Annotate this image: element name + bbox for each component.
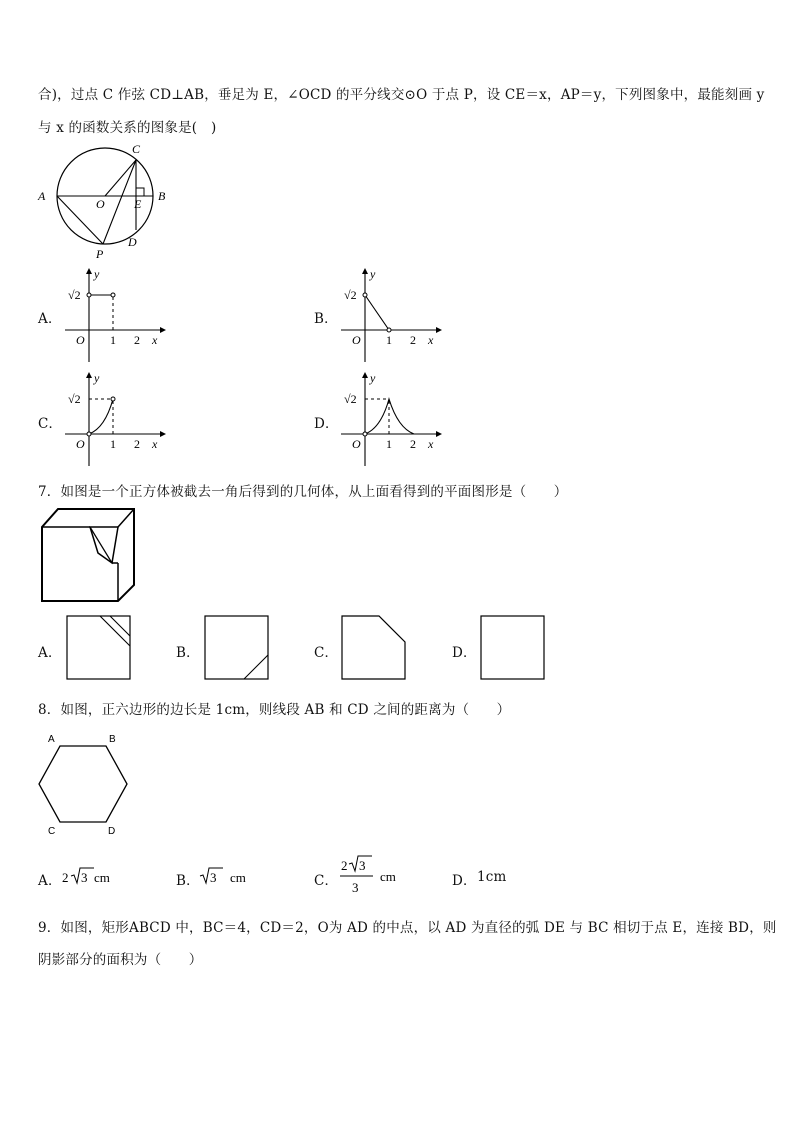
q6-text-line1: 合)，过点 C 作弦 CD⊥AB，垂足为 E，∠OCD 的平分线交⊙O 于点 P，设 CE＝x，AP＝y，下列图象中，最能刻画 y	[38, 87, 765, 103]
axis-y-label: y	[370, 267, 376, 281]
svg-text:2: 2	[341, 858, 348, 873]
q6-circle-figure	[30, 138, 180, 263]
q6-option-b-graph	[336, 264, 451, 364]
q7-option-d-label: D．	[452, 645, 477, 661]
svg-text:cm: cm	[380, 869, 396, 884]
q7-option-b-shape	[204, 615, 270, 681]
svg-text:3: 3	[210, 870, 217, 885]
q9-text-line2: 阴影部分的面积为（ ）	[38, 952, 203, 968]
label-a: A	[38, 189, 46, 203]
q6-option-d-label: D．	[314, 416, 339, 432]
q6-option-c-label: C．	[38, 416, 63, 432]
q7-option-b-label: B．	[176, 645, 200, 661]
tick-sqrt2: √2	[68, 288, 81, 302]
axis-x-label: x	[152, 333, 158, 347]
axis-x-label: x	[428, 437, 434, 451]
label-p: P	[96, 247, 104, 261]
right-angle-mark	[136, 188, 144, 196]
tick-1: 1	[386, 333, 392, 347]
tick-1: 1	[110, 437, 116, 451]
origin-label: O	[352, 437, 361, 451]
svg-text:cm: cm	[230, 870, 246, 885]
q6-option-b-label: B．	[314, 311, 338, 327]
svg-text:3: 3	[81, 870, 88, 885]
q7-option-d-shape	[480, 615, 546, 681]
svg-text:cm: cm	[94, 870, 110, 885]
q6-text-line2: 与 x 的函数关系的图象是( )	[38, 120, 217, 136]
tick-1: 1	[110, 333, 116, 347]
axis-y-label: y	[370, 371, 376, 385]
axis-x-label: x	[428, 333, 434, 347]
q7-option-c-label: C．	[314, 645, 339, 661]
q6-option-d-graph	[336, 368, 451, 468]
label-c: C	[132, 142, 141, 156]
tick-2: 2	[410, 333, 416, 347]
q8-text: 8．如图，正六边形的边长是 1cm，则线段 AB 和 CD 之间的距离为（ ）	[38, 702, 511, 718]
tick-1: 1	[386, 437, 392, 451]
origin-label: O	[352, 333, 361, 347]
segment-oc	[105, 160, 136, 196]
svg-text:3: 3	[359, 858, 366, 873]
q8-hexagon-figure	[36, 730, 136, 838]
q7-option-a-shape	[66, 615, 132, 681]
tick-sqrt2: √2	[344, 392, 357, 406]
q7-cube-figure	[38, 505, 140, 605]
axis-y-label: y	[94, 371, 100, 385]
q8-option-b-value	[198, 862, 258, 890]
q8-option-a-value	[60, 862, 120, 890]
tick-2: 2	[134, 333, 140, 347]
hex-label-c: C	[48, 826, 56, 837]
q8-option-b-label: B．	[176, 873, 200, 889]
label-o: O	[96, 197, 105, 211]
segment-cp	[103, 160, 136, 244]
q8-option-c-value	[336, 852, 406, 900]
tick-sqrt2: √2	[68, 392, 81, 406]
axis-y-label: y	[94, 267, 100, 281]
q8-option-d-value: 1cm	[477, 869, 507, 885]
q9-text-line1: 9．如图，矩形ABCD 中，BC＝4，CD＝2，O为 AD 的中点，以 AD 为直径的弧 DE 与 BC 相切于点 E，连接 BD，则	[38, 920, 777, 936]
origin-label: O	[76, 333, 85, 347]
origin-label: O	[76, 437, 85, 451]
q8-option-d-label: D．	[452, 873, 477, 889]
q8-option-a-label: A．	[38, 873, 62, 889]
hex-label-b: B	[109, 734, 116, 745]
hex-label-d: D	[108, 826, 116, 837]
axis-x-label: x	[152, 437, 158, 451]
tick-2: 2	[134, 437, 140, 451]
hex-label-a: A	[48, 734, 55, 745]
q7-option-c-shape	[341, 615, 407, 681]
q8-option-c-label: C．	[314, 873, 339, 889]
q7-text: 7．如图是一个正方体被截去一角后得到的几何体，从上面看得到的平面图形是（ ）	[38, 484, 568, 500]
q6-option-a-label: A．	[38, 311, 62, 327]
q7-option-a-label: A．	[38, 645, 62, 661]
tick-sqrt2: √2	[344, 288, 357, 302]
q6-option-a-graph	[60, 264, 175, 364]
label-d: D	[128, 235, 137, 249]
svg-text:3: 3	[352, 880, 359, 895]
q6-option-c-graph	[60, 368, 175, 468]
label-e: E	[134, 197, 142, 211]
svg-text:2: 2	[62, 870, 69, 885]
label-b: B	[158, 189, 166, 203]
tick-2: 2	[410, 437, 416, 451]
